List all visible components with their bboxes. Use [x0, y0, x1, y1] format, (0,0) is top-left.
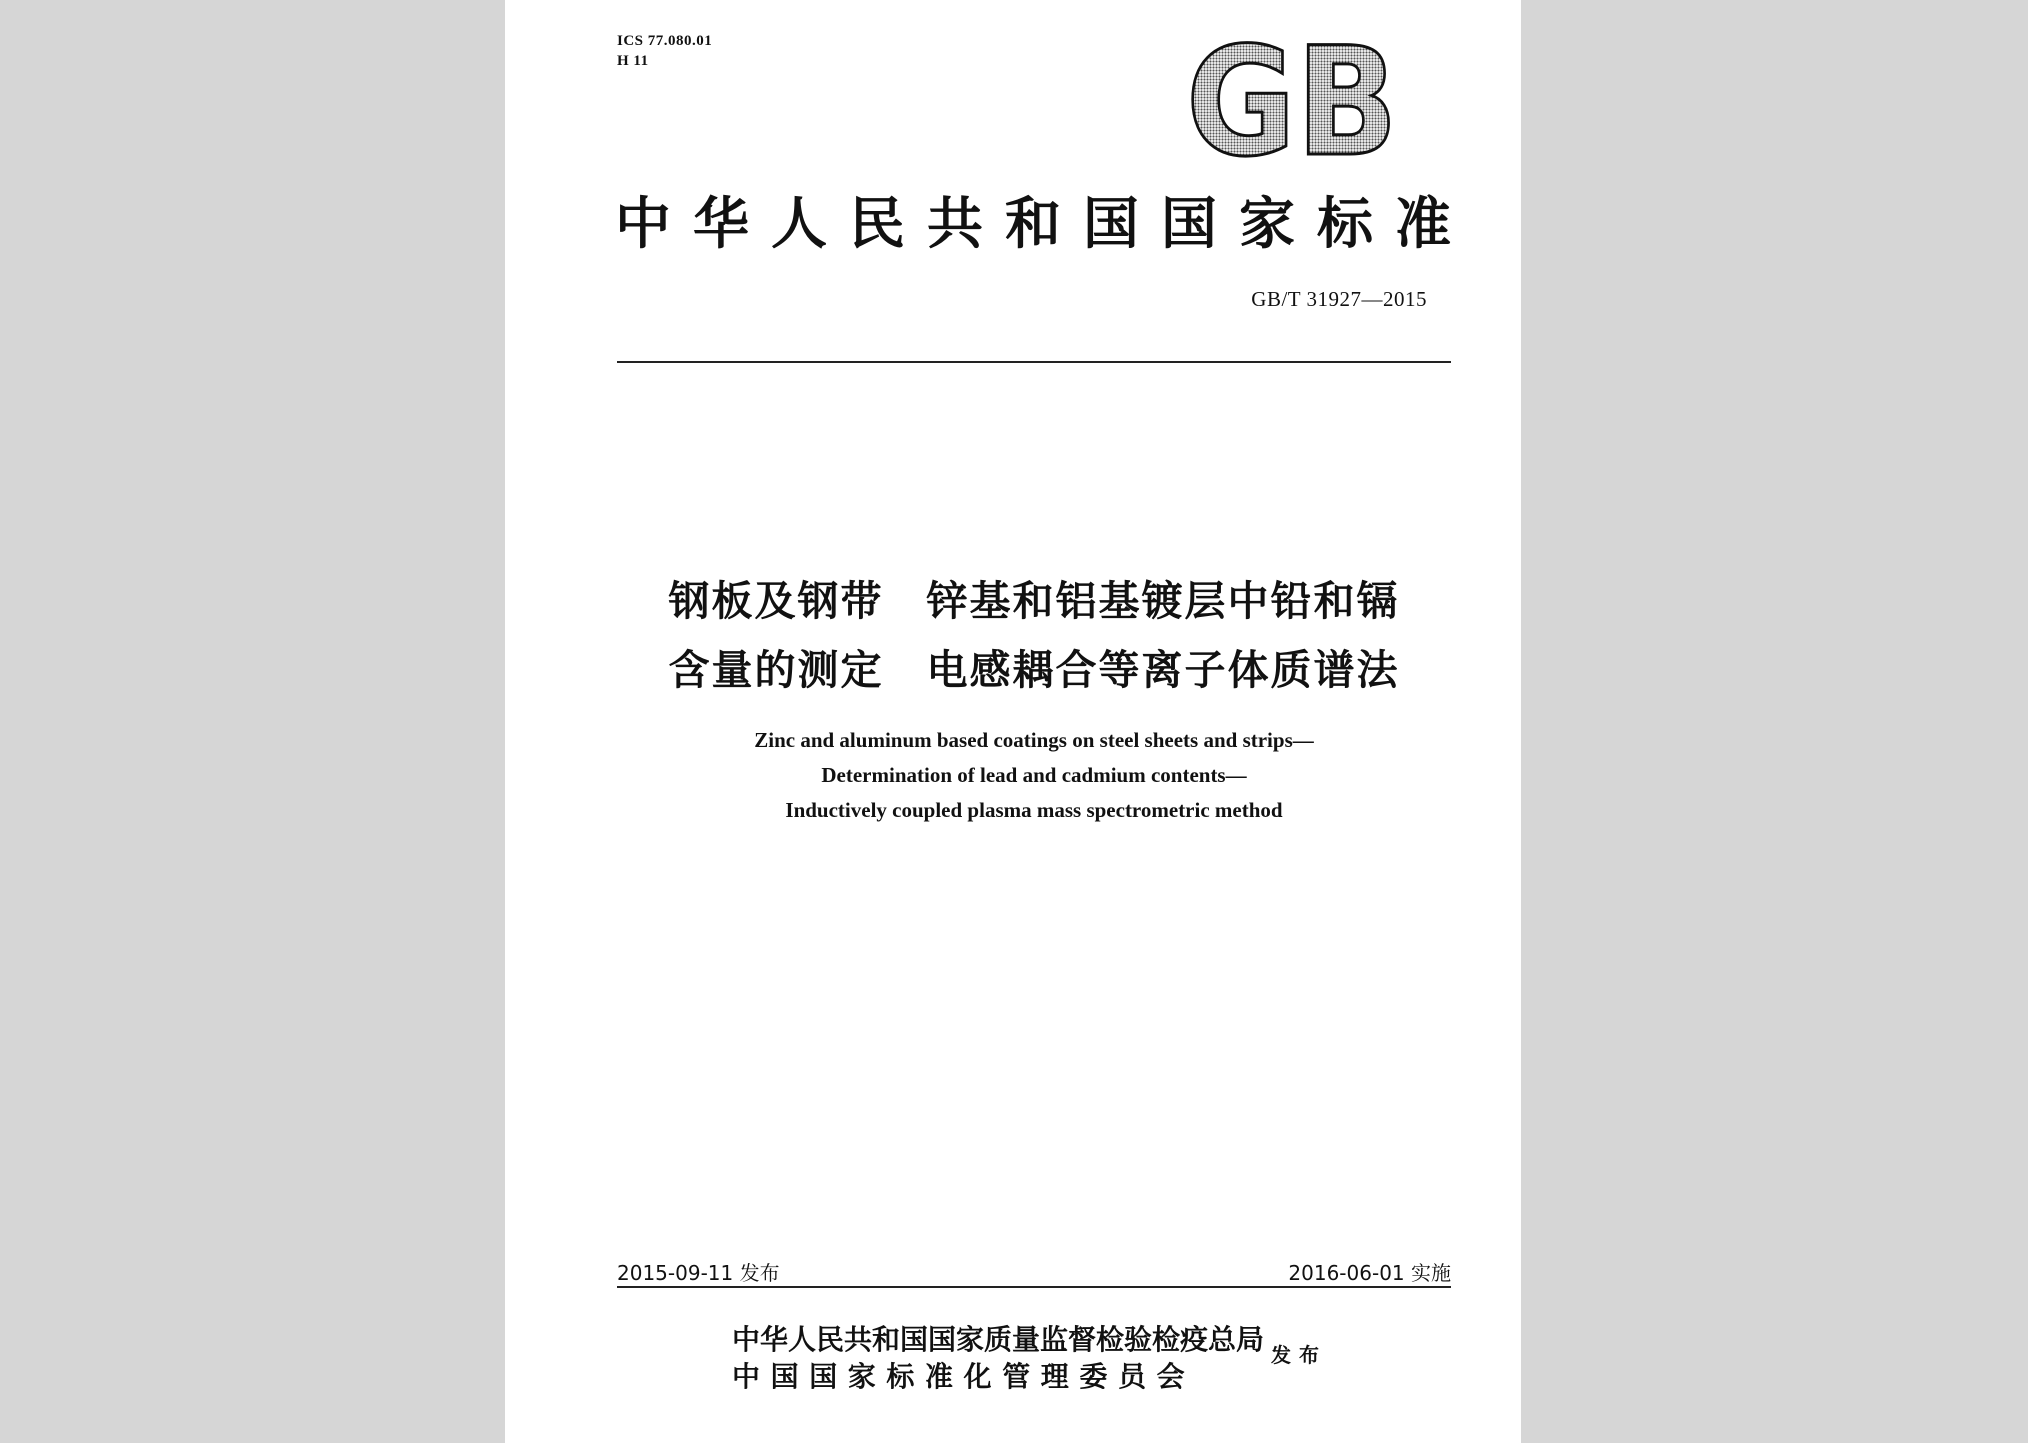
ics-code: ICS 77.080.01 [617, 33, 713, 49]
chinese-title-line-1: 钢板及钢带 锌基和铝基镀层中铅和镉 [668, 577, 1400, 625]
english-title-line-2: Determination of lead and cadmium contents— [821, 763, 1247, 787]
svg-text:GB: GB [1186, 16, 1398, 190]
footer-divider [617, 1286, 1451, 1288]
issue-date: 2015-09-11 发布 [617, 1261, 780, 1285]
english-title-line-1: Zinc and aluminum based coatings on steel sheets and strips— [754, 728, 1314, 752]
document-page [505, 0, 1521, 1443]
issuer-sac: 中国国家标准化管理委员会 [732, 1360, 1196, 1393]
implementation-date: 2016-06-01 实施 [1288, 1261, 1451, 1285]
ccs-code: H 11 [617, 53, 649, 69]
english-title-line-3: Inductively coupled plasma mass spectrometric method [785, 798, 1283, 822]
standard-number: GB/T 31927—2015 [1251, 287, 1427, 311]
gb-logo [1186, 16, 1400, 190]
publish-label: 发布 [1271, 1343, 1327, 1367]
issuer-aqsiq: 中华人民共和国国家质量监督检验检疫总局 [732, 1323, 1265, 1356]
chinese-title-line-2: 含量的测定 电感耦合等离子体质谱法 [668, 646, 1400, 694]
national-standard-title: 中华人民共和国国家标准 [615, 191, 1473, 257]
header-divider [617, 361, 1451, 363]
